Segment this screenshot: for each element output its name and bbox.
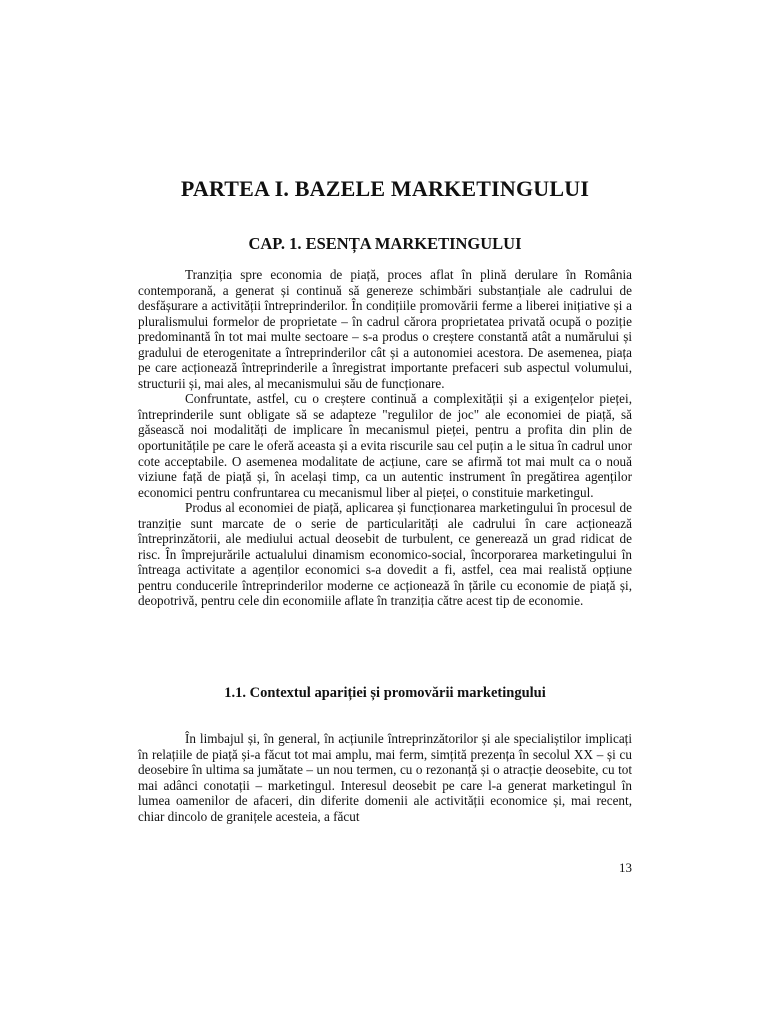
chapter-title: CAP. 1. ESENȚA MARKETINGULUI bbox=[248, 234, 522, 253]
paragraph: Produs al economiei de piață, aplicarea și funcționarea marketingului în procesul de tranziție sunt marcate de o serie de particularități ale cadrului în care acționează întreprinzătorii, ale mediului actual deosebit de turbulent, ce generează un grad ridicat de risc. În împrejurările actualului dinamism economico-social, încorporarea marketingului în întreaga activitate a agenților economici s-a dovedit a fi, astfel, cea mai realistă opțiune pentru conducerile întreprinderilor moderne ce acționează în țările cu economie de piață și, deopotrivă, pentru cele din economiile aflate în tranziția către acest tip de economie. bbox=[138, 500, 632, 609]
chapter-intro-text bbox=[138, 267, 632, 609]
paragraph: În limbajul și, în general, în acțiunile întreprinzătorilor și ale specialiștilor implicați în relațiile de piață și-a făcut tot mai amplu, mai ferm, simțită prezența în secolul XX – și cu deosebire în ultima sa jumătate – un nou termen, cu o rezonanță și o atracție deosebite, cu tot mai adânci conotații – marketingul. Interesul deosebit pe care l-a generat marketingul în lumea oamenilor de afaceri, din diferite domenii ale activității economice și, mai recent, chiar dincolo de granițele acesteia, a făcut bbox=[138, 731, 632, 824]
document-page bbox=[138, 0, 632, 1024]
part-title: PARTEA I. BAZELE MARKETINGULUI bbox=[180, 176, 590, 201]
paragraph: Tranziția spre economia de piață, proces aflat în plină derulare în România contemporană, a generat și continuă să genereze schimbări substanțiale ale cadrului de desfășurare a activității întreprinderilor. În condițiile promovării ferme a liberei inițiative și a pluralismului formelor de proprietate – în cadrul cărora proprietatea privată ocupă o poziție predominantă în tot mai multe sectoare – s-a produs o creștere constantă atât a numărului și gradului de eterogenitate a întreprinderilor cât și a autonomiei acestora. De asemenea, piața pe care acționează întreprinderile a înregistrat importante prefaceri sub aspectul volumului, structurii și, mai ales, al mecanismului său de funcționare. bbox=[138, 267, 632, 391]
paragraph: Confruntate, astfel, cu o creștere continuă a complexității și a exigențelor pieței, întreprinderile sunt obligate să se adapteze "regulilor de joc" ale economiei de piață, să găsească noi modalități de implicare în mecanismul pieței, pentru a profita din plin de oportunitățile pe care le oferă aceasta și a evita riscurile sau cel puțin a le situa în cadrul unor cote acceptabile. O asemenea modalitate de acțiune, care se afirmă tot mai mult ca o nouă viziune față de piață și, în același timp, ca un autentic instrument în pregătirea agenților economici pentru confruntarea cu mecanismul liber al pieței, o constituie marketingul. bbox=[138, 391, 632, 500]
section-title: 1.1. Contextul apariției și promovării marketingului bbox=[224, 685, 546, 701]
page-number: 13 bbox=[619, 860, 632, 875]
section-text bbox=[138, 731, 632, 824]
